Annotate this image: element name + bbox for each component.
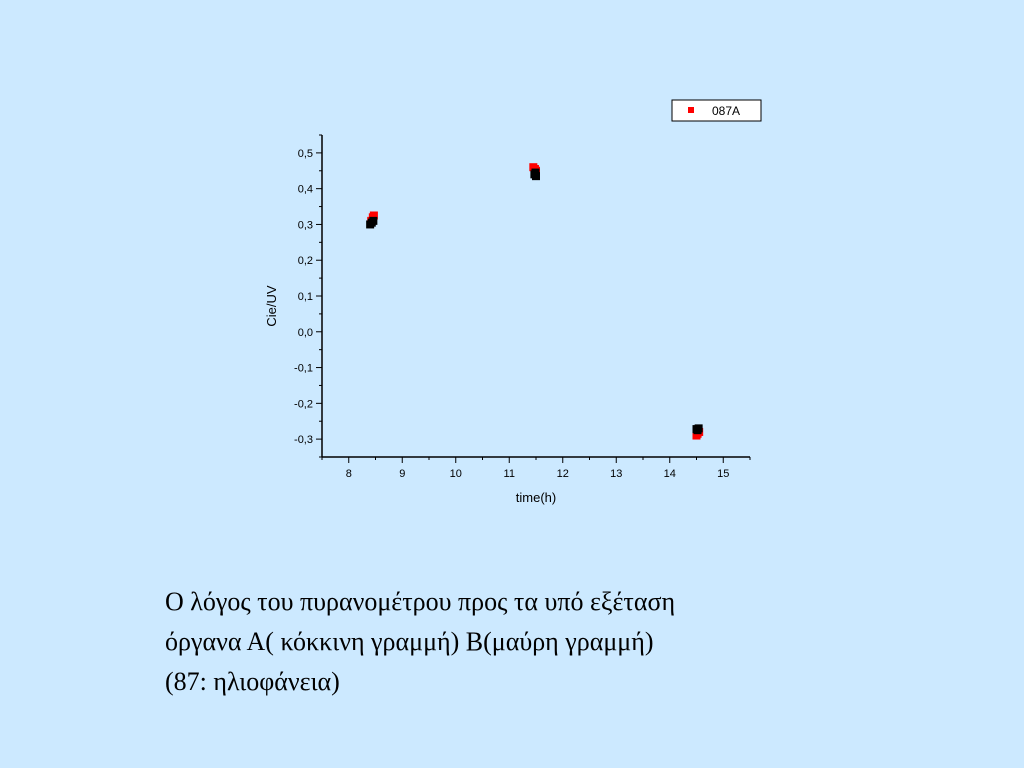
x-tick-label: 9 [399, 468, 406, 480]
x-tick-label: 14 [663, 468, 676, 480]
y-tick-label: 0,4 [297, 183, 313, 196]
chart-points [366, 163, 703, 439]
y-tick-label: 0,5 [297, 147, 313, 160]
caption [165, 582, 885, 702]
caption-line-2: όργανα Α( κόκκινη γραμμή) Β(μαύρη γραμμή) [165, 627, 654, 656]
y-tick-label: 0,3 [297, 219, 313, 232]
chart-axes [322, 135, 750, 457]
x-tick-label: 13 [610, 468, 623, 480]
y-tick-label: 0,1 [297, 291, 313, 303]
legend-label: 087A [712, 104, 741, 118]
y-tick-label: 0,2 [297, 255, 313, 268]
legend-marker [688, 107, 694, 113]
legend [672, 100, 761, 121]
caption-line-3: (87: ηλιοφάνεια) [165, 667, 340, 696]
caption-line-1: Ο λόγος του πυρανομέτρου προς τα υπό εξέταση [165, 587, 676, 616]
y-tick-label: -0,3 [294, 434, 313, 447]
x-tick-label: 8 [345, 468, 352, 480]
y-tick-label: 0,0 [297, 326, 313, 339]
x-tick-label: 11 [503, 468, 515, 480]
chart-ticks [294, 135, 750, 480]
x-tick-label: 12 [556, 468, 569, 480]
y-tick-label: -0,2 [294, 398, 313, 411]
x-axis-title: time(h) [515, 490, 557, 505]
data-point-black [369, 217, 377, 225]
x-tick-label: 10 [449, 468, 462, 480]
data-point-black [531, 169, 539, 177]
x-tick-label: 15 [717, 468, 730, 480]
y-tick-label: -0,1 [294, 362, 313, 375]
y-axis-title: Cie/UV [264, 285, 279, 327]
data-point-black [693, 425, 701, 433]
